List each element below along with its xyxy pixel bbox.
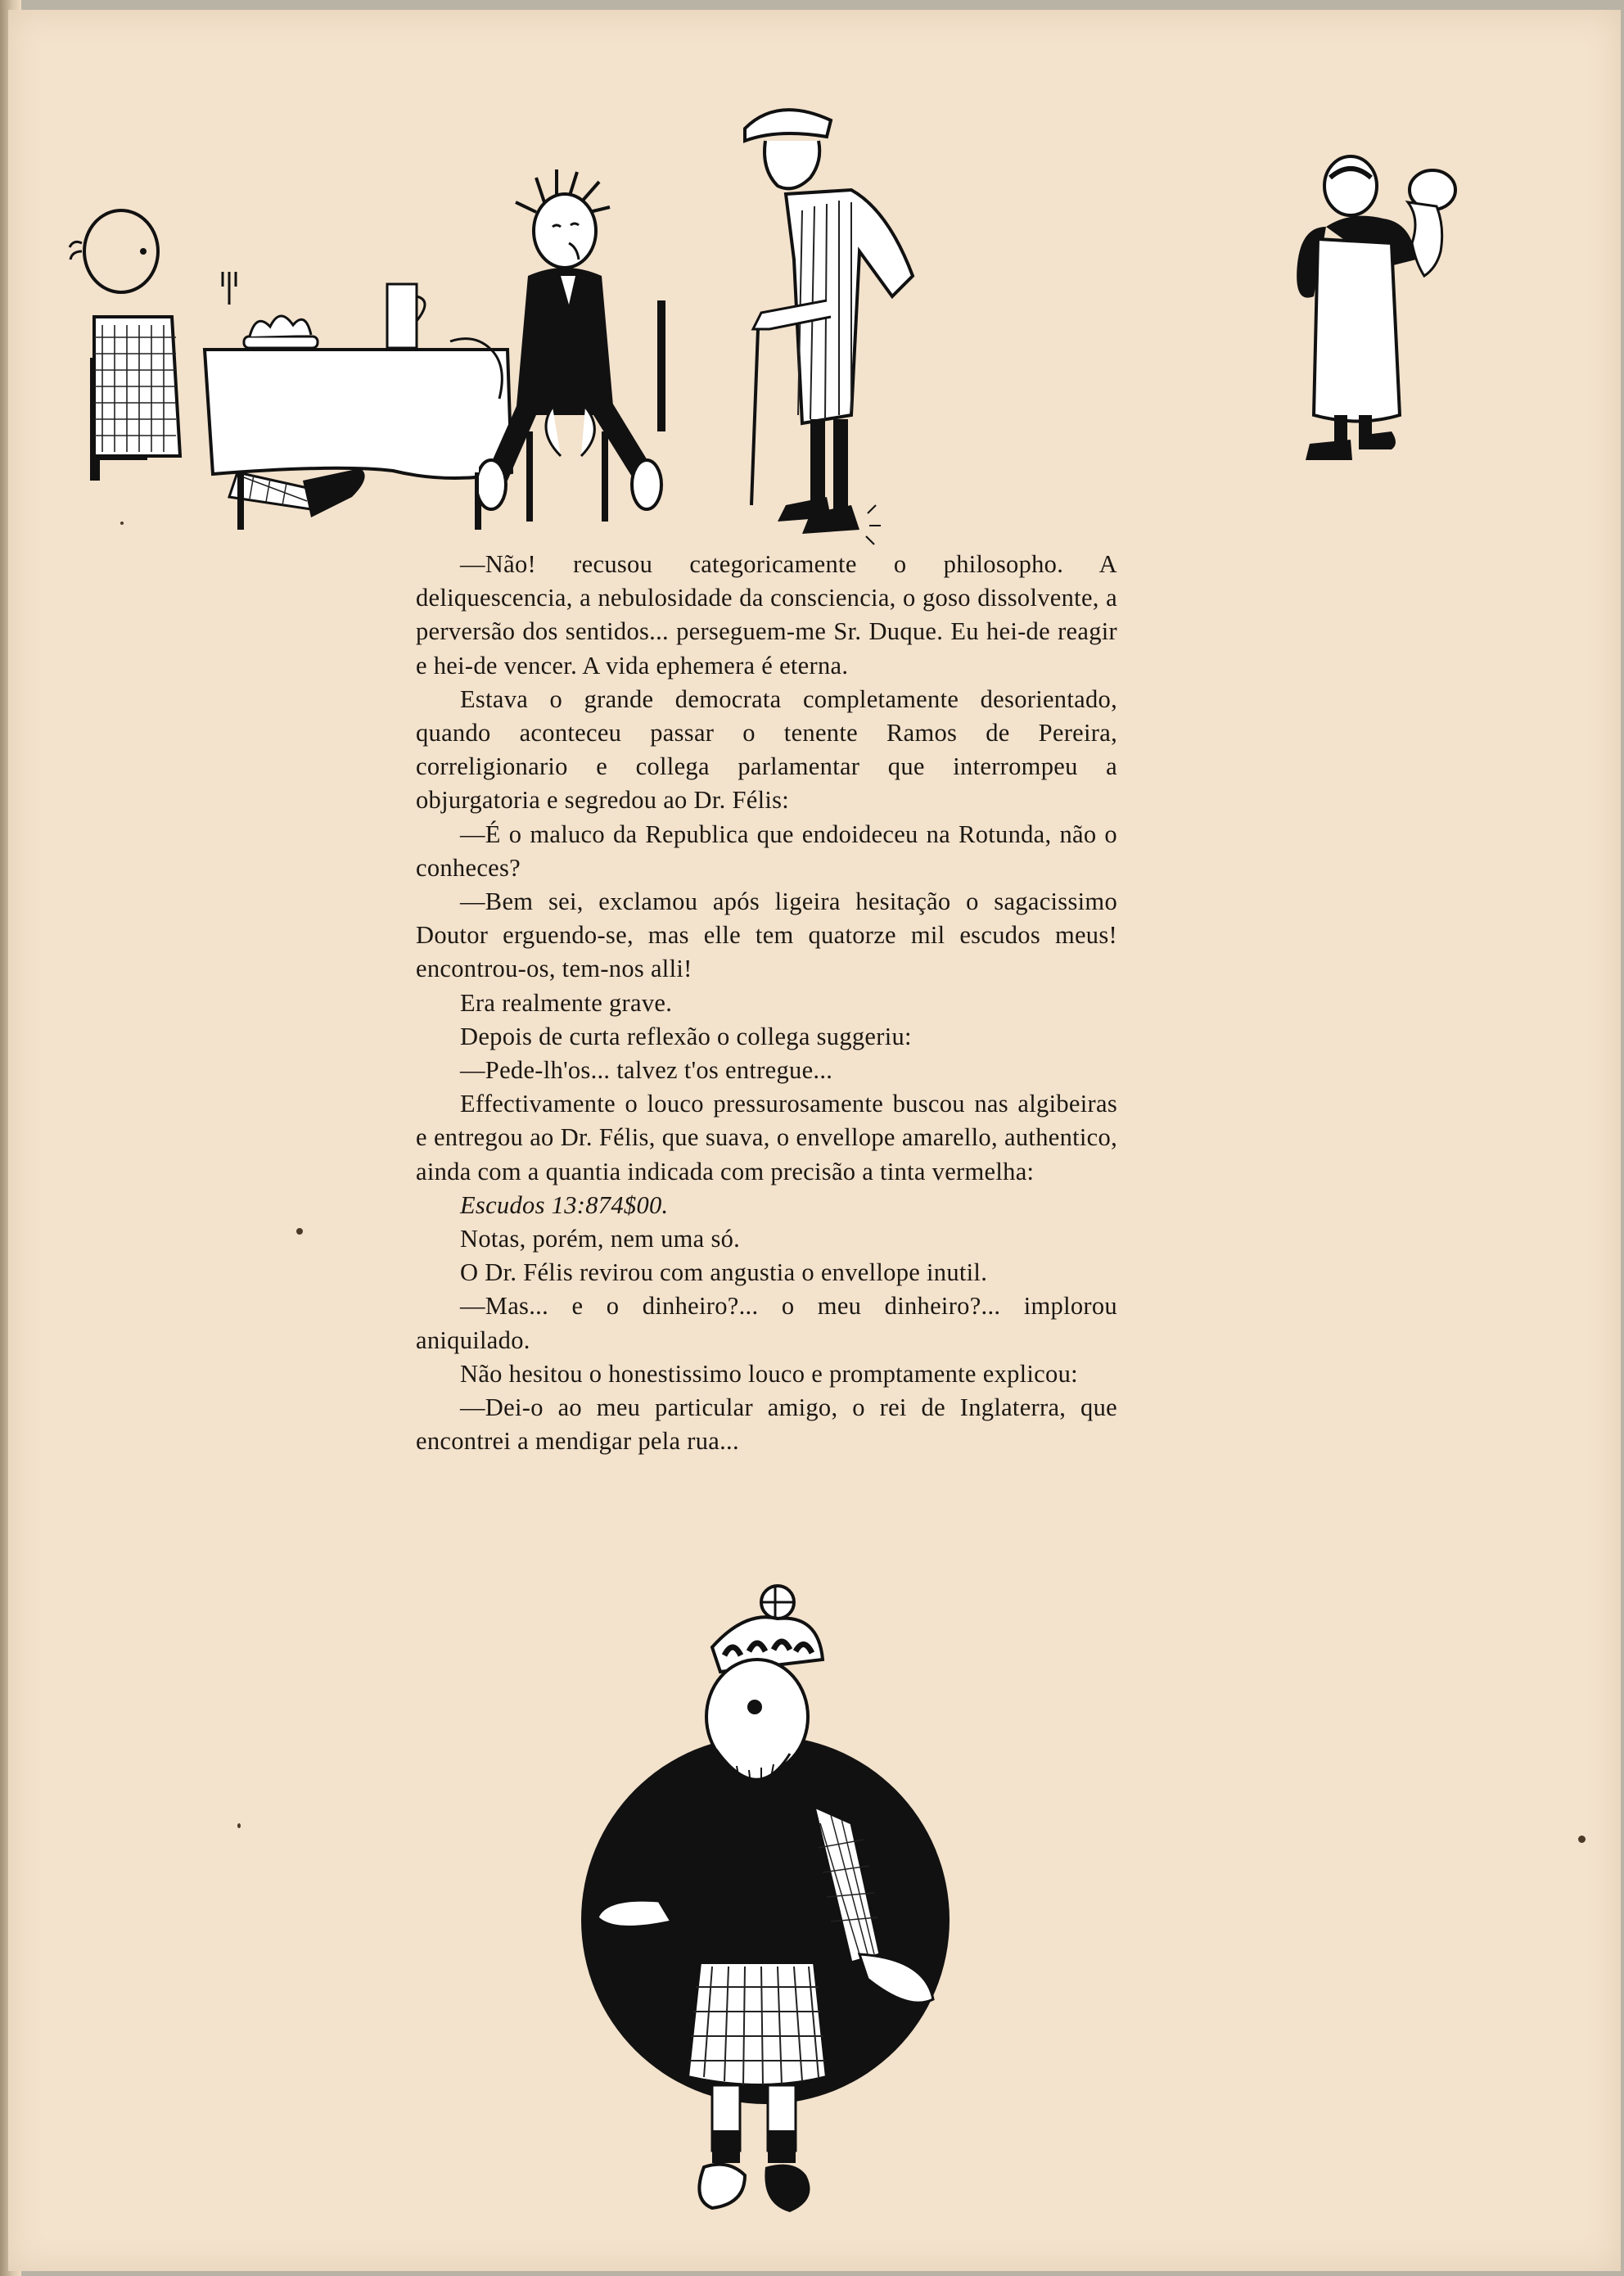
paper-speck	[296, 1228, 303, 1235]
beggar-king-illustration	[581, 1569, 958, 2224]
paragraph-8: Effectivamente o louco pressurosamente buscou nas algibeiras e entregou ao Dr. Félis, que suava, o envellope amarello, authentico, ainda com a quantia indicada com precisão a tinta vermelha:	[416, 1090, 1117, 1185]
paper-speck	[1578, 1836, 1586, 1843]
paragraph-14: —Dei-o ao meu particular amigo, o rei de Inglaterra, que encontrei a mendigar pela rua...	[416, 1393, 1117, 1456]
waiter-illustration	[1277, 153, 1465, 472]
paragraph-5: Era realmente grave.	[460, 988, 673, 1017]
paragraph-4: —Bem sei, exclamou após ligeira hesitação o sagacissimo Doutor erguendo-se, mas elle tem quatorze mil escudos meus! encontrou-os, tem-nos alli!	[416, 887, 1117, 983]
paragraph-13: Não hesitou o honestissimo louco e promptamente explicou:	[460, 1359, 1078, 1388]
distressed-man-illustration	[479, 153, 724, 546]
paragraph-2: Estava o grande democrata completamente desorientado, quando aconteceu passar o tenente Ramos de Pereira, correligionario e collega parlamentar que interrompeu a objurgatoria e segredou ao Dr. Félis:	[416, 684, 1117, 815]
soldier-with-cane-illustration	[729, 96, 941, 554]
paragraph-6: Depois de curta reflexão o collega suggeriu:	[460, 1022, 912, 1050]
paragraph-1: —Não! recusou categoricamente o philosopho. A deliquescencia, a nebulosidade da consciencia, o goso dissolvente, a perversão dos sentidos... perseguem-me Sr. Duque. Eu hei-de reagir e hei-de vencer. A vida ephemera é eterna.	[416, 550, 1117, 680]
paragraph-12: —Mas... e o dinheiro?... o meu dinheiro?... implorou aniquilado.	[416, 1292, 1117, 1354]
paragraph-10: Notas, porém, nem uma só.	[460, 1225, 741, 1253]
paper-speck	[237, 1823, 241, 1828]
paragraph-9-amount: Escudos 13:874$00.	[460, 1190, 669, 1219]
book-page	[8, 10, 1621, 2271]
paragraph-11: O Dr. Félis revirou com angustia o envellope inutil.	[460, 1258, 988, 1287]
paper-speck	[120, 522, 124, 525]
diner-at-table-illustration	[65, 194, 532, 538]
paragraph-3: —É o maluco da Republica que endoideceu na Rotunda, não o conheces?	[416, 820, 1117, 882]
paragraph-7: —Pede-lh'os... talvez t'os entregue...	[460, 1056, 833, 1085]
text-column	[416, 548, 1117, 1458]
